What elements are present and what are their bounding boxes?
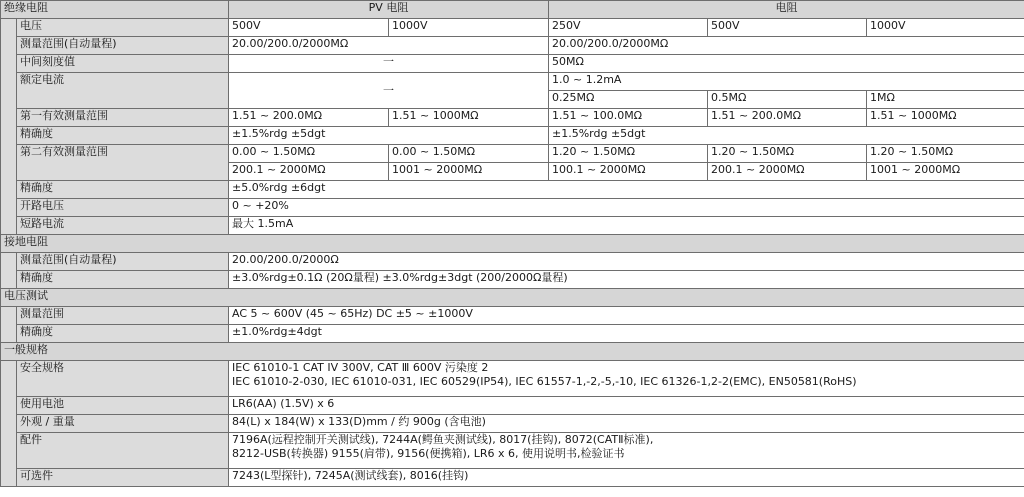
cell: 1.0 ~ 1.2mA: [549, 73, 1024, 91]
cell: 0.00 ~ 1.50MΩ: [389, 145, 549, 163]
cell: 500V: [229, 19, 389, 37]
cell: ±5.0%rdg ±6dgt: [229, 181, 1024, 199]
accessories-line2: 8212-USB(转换器) 9155(肩带), 9156(便携箱), LR6 x 6, 使用说明书,检验证书: [232, 447, 625, 460]
cell: 1.51 ~ 200.0MΩ: [229, 109, 389, 127]
label-safety: 安全规格: [17, 361, 229, 397]
general-header-row: [1, 343, 1024, 361]
label-range: 测量范围(自动量程): [17, 37, 229, 55]
header-resistance: 电阻: [549, 1, 1024, 19]
cell: 1.51 ~ 1000MΩ: [867, 109, 1024, 127]
cell: 0.25MΩ: [549, 91, 708, 109]
cell: ±1.5%rdg ±5dgt: [229, 127, 549, 145]
cell: ±3.0%rdg±0.1Ω (20Ω量程) ±3.0%rdg±3dgt (200/2000Ω量程): [229, 271, 1024, 289]
label-voltage: 电压: [17, 19, 229, 37]
cell: 1.20 ~ 1.50MΩ: [549, 145, 708, 163]
row-ground-acc: [1, 271, 1024, 289]
section-ground: 接地电阻: [1, 235, 1024, 253]
row-options: [1, 469, 1024, 487]
cell: 1.51 ~ 100.0MΩ: [549, 109, 708, 127]
label-short: 短路电流: [17, 217, 229, 235]
row-second-a: [1, 145, 1024, 163]
cell: 一: [229, 73, 549, 109]
cell: [229, 433, 1024, 469]
label-second: 第二有效测量范围: [17, 145, 229, 181]
label-battery: 使用电池: [17, 397, 229, 415]
row-range: [1, 37, 1024, 55]
row-short: [1, 217, 1024, 235]
safety-line2: IEC 61010-2-030, IEC 61010-031, IEC 60529(IP54), IEC 61557-1,-2,-5,-10, IEC 61326-1,2-2(EMC), EN50581(RoHS): [232, 375, 857, 388]
cell: 1.20 ~ 1.50MΩ: [708, 145, 867, 163]
cell: 1.20 ~ 1.50MΩ: [867, 145, 1024, 163]
label-accessories: 配件: [17, 433, 229, 469]
cell: 7243(L型探针), 7245A(测试线套), 8016(挂钩): [229, 469, 1024, 487]
row-acc2: [1, 181, 1024, 199]
cell: 1.51 ~ 1000MΩ: [389, 109, 549, 127]
label-ground-acc: 精确度: [17, 271, 229, 289]
cell: 1MΩ: [867, 91, 1024, 109]
cell: 20.00/200.0/2000MΩ: [549, 37, 1024, 55]
label-ground-range: 测量范围(自动量程): [17, 253, 229, 271]
cell: ±1.5%rdg ±5dgt: [549, 127, 1024, 145]
row-size: [1, 415, 1024, 433]
safety-line1: IEC 61010-1 CAT IV 300V, CAT Ⅲ 600V 污染度 2: [232, 361, 489, 374]
cell: 84(L) x 184(W) x 133(D)mm / 约 900g (含电池): [229, 415, 1024, 433]
cell: 一: [229, 55, 549, 73]
insulation-header-row: [1, 1, 1024, 19]
cell: 200.1 ~ 2000MΩ: [708, 163, 867, 181]
accessories-line1: 7196A(远程控制开关测试线), 7244A(鳄鱼夹测试线), 8017(挂钩), 8072(CATⅡ标准),: [232, 433, 654, 446]
section-voltage: 电压测试: [1, 289, 1024, 307]
row-battery: [1, 397, 1024, 415]
row-accessories: [1, 433, 1024, 469]
ground-header-row: [1, 235, 1024, 253]
cell: AC 5 ~ 600V (45 ~ 65Hz) DC ±5 ~ ±1000V: [229, 307, 1024, 325]
row-voltage: [1, 19, 1024, 37]
row-current-a: [1, 73, 1024, 91]
cell: 250V: [549, 19, 708, 37]
row-open: [1, 199, 1024, 217]
cell: [229, 361, 1024, 397]
cell: 0.5MΩ: [708, 91, 867, 109]
label-options: 可选件: [17, 469, 229, 487]
label-voltage-range: 测量范围: [17, 307, 229, 325]
row-voltage-acc: [1, 325, 1024, 343]
label-open: 开路电压: [17, 199, 229, 217]
label-mid: 中间刻度值: [17, 55, 229, 73]
label-current: 额定电流: [17, 73, 229, 109]
cell: 500V: [708, 19, 867, 37]
voltage-header-row: [1, 289, 1024, 307]
cell: 0 ~ +20%: [229, 199, 1024, 217]
label-first: 第一有效测量范围: [17, 109, 229, 127]
cell: 最大 1.5mA: [229, 217, 1024, 235]
cell: 200.1 ~ 2000MΩ: [229, 163, 389, 181]
row-first: [1, 109, 1024, 127]
cell: 50MΩ: [549, 55, 1024, 73]
cell: ±1.0%rdg±4dgt: [229, 325, 1024, 343]
cell: LR6(AA) (1.5V) x 6: [229, 397, 1024, 415]
cell: 1000V: [389, 19, 549, 37]
row-voltage-range: [1, 307, 1024, 325]
cell: 20.00/200.0/2000MΩ: [229, 37, 549, 55]
section-general: 一般规格: [1, 343, 1024, 361]
row-acc1: [1, 127, 1024, 145]
cell: 1.51 ~ 200.0MΩ: [708, 109, 867, 127]
label-acc2: 精确度: [17, 181, 229, 199]
cell: 1000V: [867, 19, 1024, 37]
label-voltage-acc: 精确度: [17, 325, 229, 343]
row-mid: [1, 55, 1024, 73]
row-ground-range: [1, 253, 1024, 271]
cell: 0.00 ~ 1.50MΩ: [229, 145, 389, 163]
label-size: 外观 / 重量: [17, 415, 229, 433]
cell: 100.1 ~ 2000MΩ: [549, 163, 708, 181]
label-acc1: 精确度: [17, 127, 229, 145]
section-insulation: 绝缘电阻: [1, 1, 229, 19]
cell: 1001 ~ 2000MΩ: [389, 163, 549, 181]
cell: 1001 ~ 2000MΩ: [867, 163, 1024, 181]
header-pv: PV 电阻: [229, 1, 549, 19]
cell: 20.00/200.0/2000Ω: [229, 253, 1024, 271]
row-safety: [1, 361, 1024, 397]
